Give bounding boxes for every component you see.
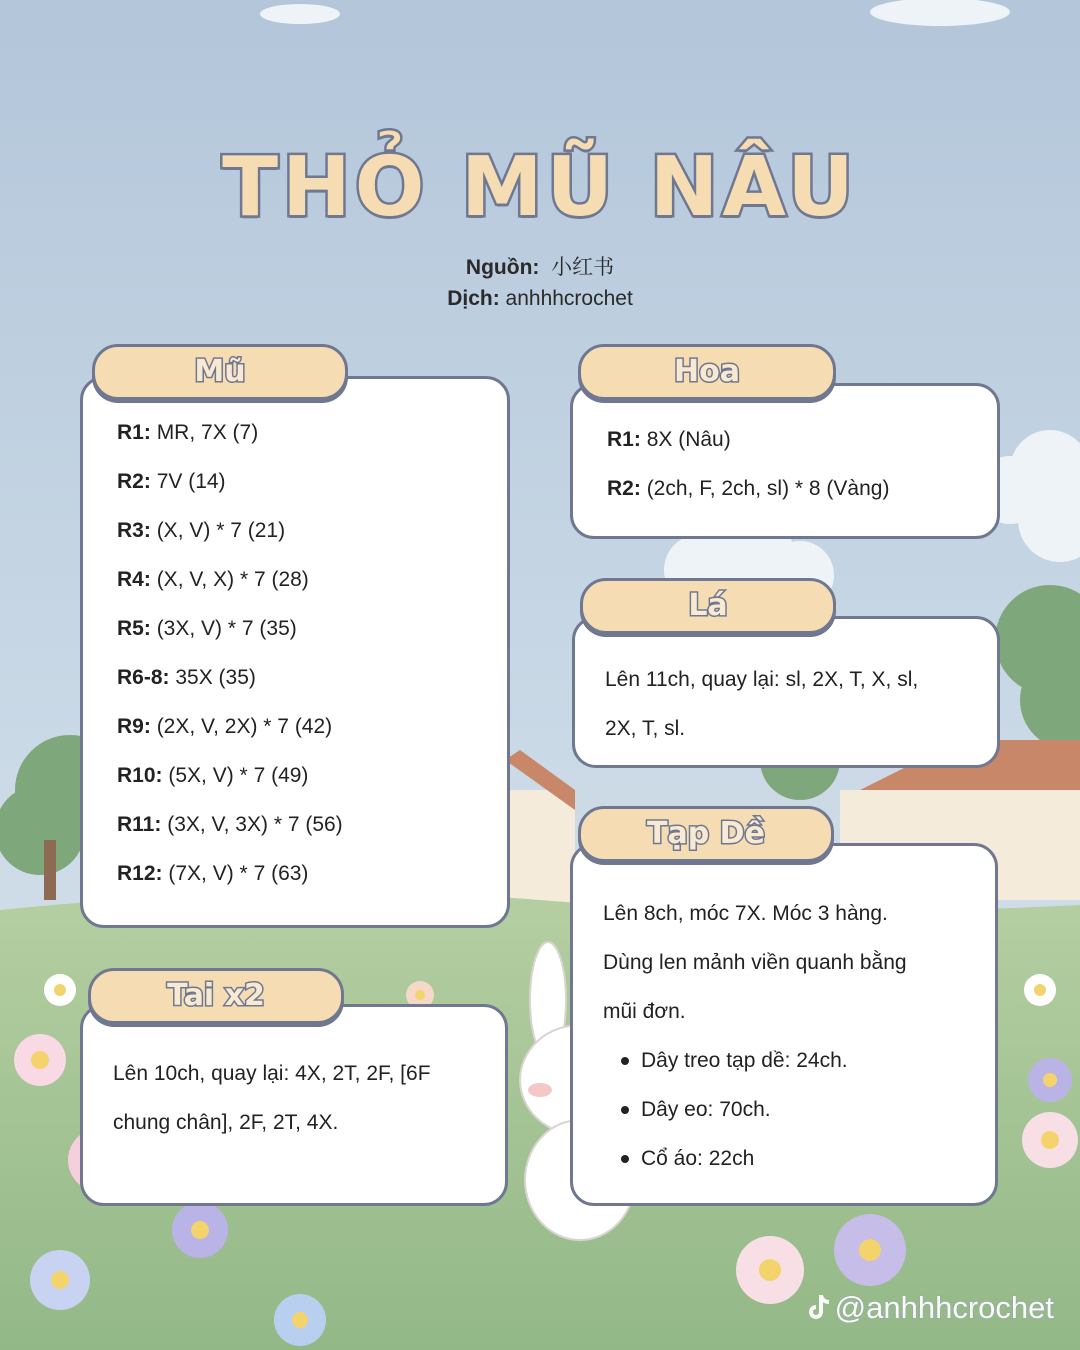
- page-title: THỎ MŨ NÂU: [222, 140, 858, 235]
- ears-section-tab: Tai x2: [88, 968, 344, 1024]
- leaf-instructions: Lên 11ch, quay lại: sl, 2X, T, X, sl, 2X, T, sl.: [605, 668, 919, 740]
- translator-value: anhhhcrochet: [505, 287, 633, 310]
- list-item: Dây treo tạp dề: 24ch.: [641, 1036, 967, 1085]
- pattern-row: R5: (3X, V) * 7 (35): [117, 617, 297, 640]
- source-label: Nguồn:: [465, 256, 540, 279]
- ears-card: [80, 1004, 508, 1206]
- pattern-row: R9: (2X, V, 2X) * 7 (42): [117, 715, 333, 738]
- pattern-row: R1: MR, 7X (7): [117, 421, 259, 444]
- apron-bullets: [603, 1036, 967, 1183]
- hat-section-tab: Mũ: [92, 344, 348, 400]
- leaf-card: [572, 616, 1000, 768]
- watermark: [809, 1290, 1054, 1326]
- hat-card: [80, 376, 510, 928]
- pattern-row: R1: 8X (Nâu): [607, 428, 731, 451]
- source-value: 小红书: [551, 256, 615, 279]
- pattern-row: R2: (2ch, F, 2ch, sl) * 8 (Vàng): [607, 477, 890, 500]
- watermark-text: @anhhhcrochet: [834, 1290, 1054, 1325]
- pattern-row: R10: (5X, V) * 7 (49): [117, 764, 309, 787]
- source-line: [0, 252, 1080, 283]
- flower-card: [570, 383, 1000, 539]
- flower-rows: [607, 428, 889, 526]
- pattern-row: R4: (X, V, X) * 7 (28): [117, 568, 309, 591]
- pattern-row: R3: (X, V) * 7 (21): [117, 519, 286, 542]
- leaf-section-tab: Lá: [580, 578, 836, 634]
- translator-line: [0, 283, 1080, 314]
- ears-instructions: Lên 10ch, quay lại: 4X, 2T, 2F, [6F chung chân], 2F, 2T, 4X.: [113, 1062, 431, 1134]
- translator-label: Dịch:: [447, 287, 500, 310]
- apron-instructions: Lên 8ch, móc 7X. Móc 3 hàng. Dùng len mảnh viền quanh bằng mũi đơn. Dây treo tạp dề: 24ch. Dây eo: 70ch. Cổ áo: 22ch: [603, 889, 967, 1183]
- list-item: Cổ áo: 22ch: [641, 1134, 967, 1183]
- tiktok-icon: [809, 1293, 831, 1321]
- credits: [0, 252, 1080, 314]
- pattern-row: R2: 7V (14): [117, 470, 226, 493]
- pattern-row: R6-8: 35X (35): [117, 666, 256, 689]
- apron-card: [570, 843, 998, 1206]
- pattern-row: R11: (3X, V, 3X) * 7 (56): [117, 813, 343, 836]
- pattern-row: R12: (7X, V) * 7 (63): [117, 862, 309, 885]
- hat-rows: [117, 421, 343, 911]
- list-item: Dây eo: 70ch.: [641, 1085, 967, 1134]
- flower-section-tab: Hoa: [578, 344, 836, 400]
- apron-section-tab: Tạp Dề: [578, 806, 834, 862]
